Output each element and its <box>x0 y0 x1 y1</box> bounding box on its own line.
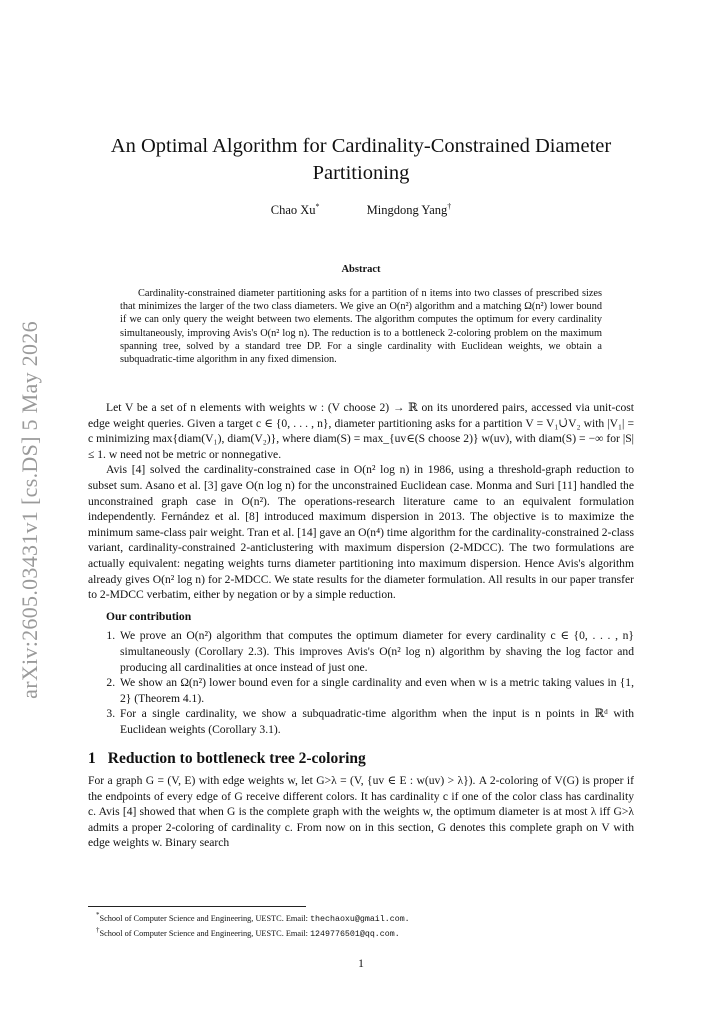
list-item: 1. We prove an O(n²) algorithm that computes the optimum diameter for every cardinality c ∈ {0, . . . , n} simultaneously (Corollary 2.3). This improves Avis's O(n² log n) algorithm by shaving the log factor and producing all cardinalities at once instead of just one. <box>118 628 634 675</box>
list-item: 3. For a single cardinality, we show a subquadratic-time algorithm when the input is n points in ℝᵈ with Euclidean weights (Corollary 3.1). <box>118 706 634 737</box>
section-heading: 1 Reduction to bottleneck tree 2-coloring <box>88 750 366 768</box>
paper-title: An Optimal Algorithm for Cardinality-Constrained Diameter Partitioning <box>110 135 612 184</box>
paper-body <box>88 400 634 851</box>
author: Chao Xu* <box>270 202 320 218</box>
author: Mingdong Yang† <box>366 202 452 218</box>
contribution-heading: Our contribution <box>106 609 192 623</box>
abstract-heading: Abstract <box>341 264 381 275</box>
section-paragraph: For a graph G = (V, E) with edge weights w, let G>λ = (V, {uv ∈ E : w(uv) > λ}). A 2-coloring of V(G) is proper if the endpoints of every edge of G receive different colors. It has cardinality c if one of the color class has cardinality c. Avis [4] showed that when G is the complete graph with the weights w, the optimum diameter is at most λ iff G>λ admits a proper 2-coloring of cardinality c. From now on in this section, G denotes this complete graph on V with edge weights w. Binary search <box>88 774 634 850</box>
footnote: *School of Computer Science and Engineering, UESTC. Email: thechaoxu@gmail.com. <box>96 912 410 924</box>
author-list <box>88 202 634 218</box>
footnotes <box>88 906 634 940</box>
email-link[interactable]: thechaoxu@gmail.com. <box>310 914 410 924</box>
list-item: 2. We show an Ω(n²) lower bound even for a single cardinality and even when w is a metric taking values in {1, 2} (Theorem 4.1). <box>118 675 634 706</box>
footnote-rule <box>88 906 306 907</box>
abstract-text: Cardinality-constrained diameter partitioning asks for a partition of n items into two classes of prescribed sizes that minimizes the larger of the two class diameters. We give an O(n²) algorithm and a matching Ω(n²) lower bound if we can only query the weight between two elements. The algorithm computes the optimum for every cardinality simultaneously, improving Avis's O(n² log n). The reduction is to a bottleneck 2-coloring problem on the maximum spanning tree, solved by a standard tree DP. For a single cardinality with Euclidean weights, we obtain a subquadratic-time algorithm in any fixed dimension. <box>120 288 602 366</box>
page-number: 1 <box>358 958 364 970</box>
arxiv-sidebar-stamp: arXiv:2605.03431v1 [cs.DS] 5 May 2026 <box>17 321 42 699</box>
intro-paragraph-2: Avis [4] solved the cardinality-constrained case in O(n² log n) in 1986, using a threshold-graph reduction to subset sum. Asano et al. [3] gave O(n log n) for the unconstrained Euclidean case. Monma and Suri [11] handled the unconstrained graph case in O(n²). The operations-research literature came to an equivalent formulation independently. Fernández et al. [8] introduced maximum dispersion in 2013. The objective is to maximize the minimum same-class pair weight. Tran et al. [14] gave an O(n⁴) time algorithm for the cardinality-constrained 2-class variant, cardinality-constrained 2-anticlustering with maximum dispersion (2-MDCC). The two formulations are actually equivalent: negating weights turns diameter partitioning into maximum dispersion. Hence Avis's algorithm already gives O(n² log n) for 2-MDCC. We state results for the diameter formulation. All results in our paper transfer to 2-MDCC verbatim, either by negation or by a simple reduction. <box>88 463 634 602</box>
intro-paragraph-1: Let V be a set of n elements with weights w : (V choose 2) → ℝ on its unordered pairs, accessed via unit-cost edge weight queries. Given a target c ∈ {0, . . . , n}, diameter partitioning asks for a partition V = V₁∪̇V₂ with |V₁| = c minimizing max{diam(V₁), diam(V₂)}, where diam(S) = max_{uv∈(S choose 2)} w(uv), with diam(S) = −∞ for |S| ≤ 1. w need not be metric or nonnegative. <box>88 401 634 461</box>
contribution-list <box>88 628 634 737</box>
footnote: †School of Computer Science and Engineering, UESTC. Email: 1249776501@qq.com. <box>96 926 400 939</box>
email-link[interactable]: 1249776501@qq.com. <box>310 929 400 939</box>
